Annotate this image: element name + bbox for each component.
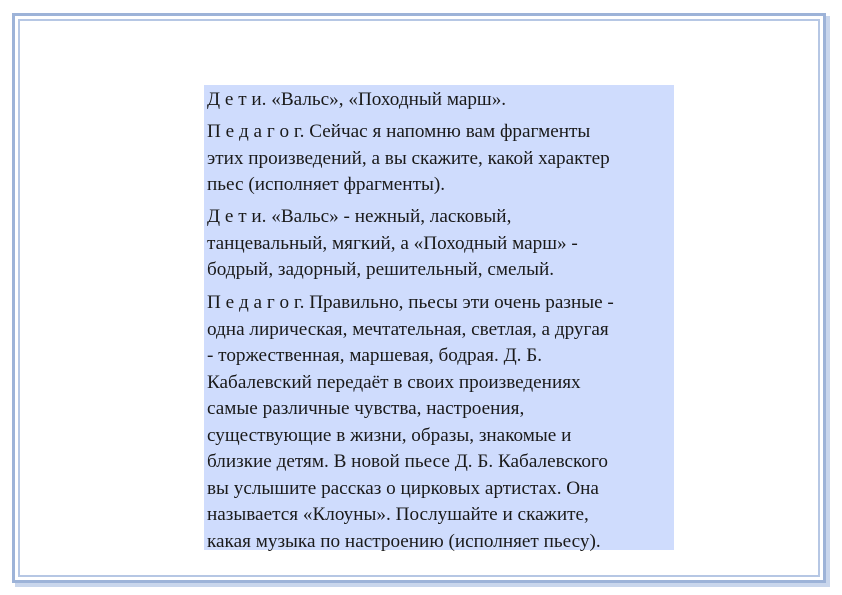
dialogue-line: вы услышите рассказ о цирковых артистах. Она: [207, 477, 599, 499]
dialogue-line: близкие детям. В новой пьесе Д. Б. Кабалевского: [207, 451, 608, 472]
dialogue-paragraph-teacher-1: [207, 119, 673, 199]
dialogue-line: [207, 290, 673, 317]
dialogue-line: называется «Клоуны». Послушайте и скажите,: [207, 504, 589, 525]
dialogue-line: [207, 119, 673, 146]
slide-frame-shadow-right: [826, 16, 830, 586]
line-text: «Вальс» - нежный, ласковый,: [266, 206, 512, 227]
line-text: Сейчас я напомню вам фрагменты: [304, 121, 591, 142]
dialogue-paragraph-teacher-2: [207, 290, 673, 555]
dialogue-paragraph-children-1: [207, 87, 673, 114]
dialogue-line: Кабалевский передаёт в своих произведениях: [207, 371, 581, 393]
dialogue-line: танцевальный, мягкий, а «Походный марш» -: [207, 232, 578, 254]
dialogue-line: [207, 204, 673, 231]
dialogue-line: самые различные чувства, настроения,: [207, 398, 525, 419]
dialogue-line: пьес (исполняет фрагменты).: [207, 174, 446, 195]
line-text: «Вальс», «Походный марш».: [266, 89, 507, 110]
speaker-label: Д е т и.: [207, 206, 267, 227]
dialogue-line: какая музыка по настроению (исполняет пьесу).: [207, 530, 601, 552]
dialogue-text-box: [204, 85, 674, 550]
speaker-label: П е д а г о г.: [207, 292, 305, 313]
dialogue-line: этих произведений, а вы скажите, какой характер: [207, 147, 610, 169]
dialogue-paragraph-children-2: [207, 204, 673, 284]
dialogue-line: [207, 87, 673, 114]
speaker-label: Д е т и.: [207, 89, 267, 110]
dialogue-line: существующие в жизни, образы, знакомые и: [207, 424, 572, 446]
line-text: Правильно, пьесы эти очень разные -: [304, 292, 614, 313]
dialogue-line: - торжественная, маршевая, бодрая. Д. Б.: [207, 345, 543, 366]
dialogue-line: одна лирическая, мечтательная, светлая, а другая: [207, 318, 609, 340]
slide-frame-shadow-bottom: [15, 583, 830, 587]
dialogue-line: бодрый, задорный, решительный, смелый.: [207, 259, 555, 280]
speaker-label: П е д а г о г.: [207, 121, 305, 142]
